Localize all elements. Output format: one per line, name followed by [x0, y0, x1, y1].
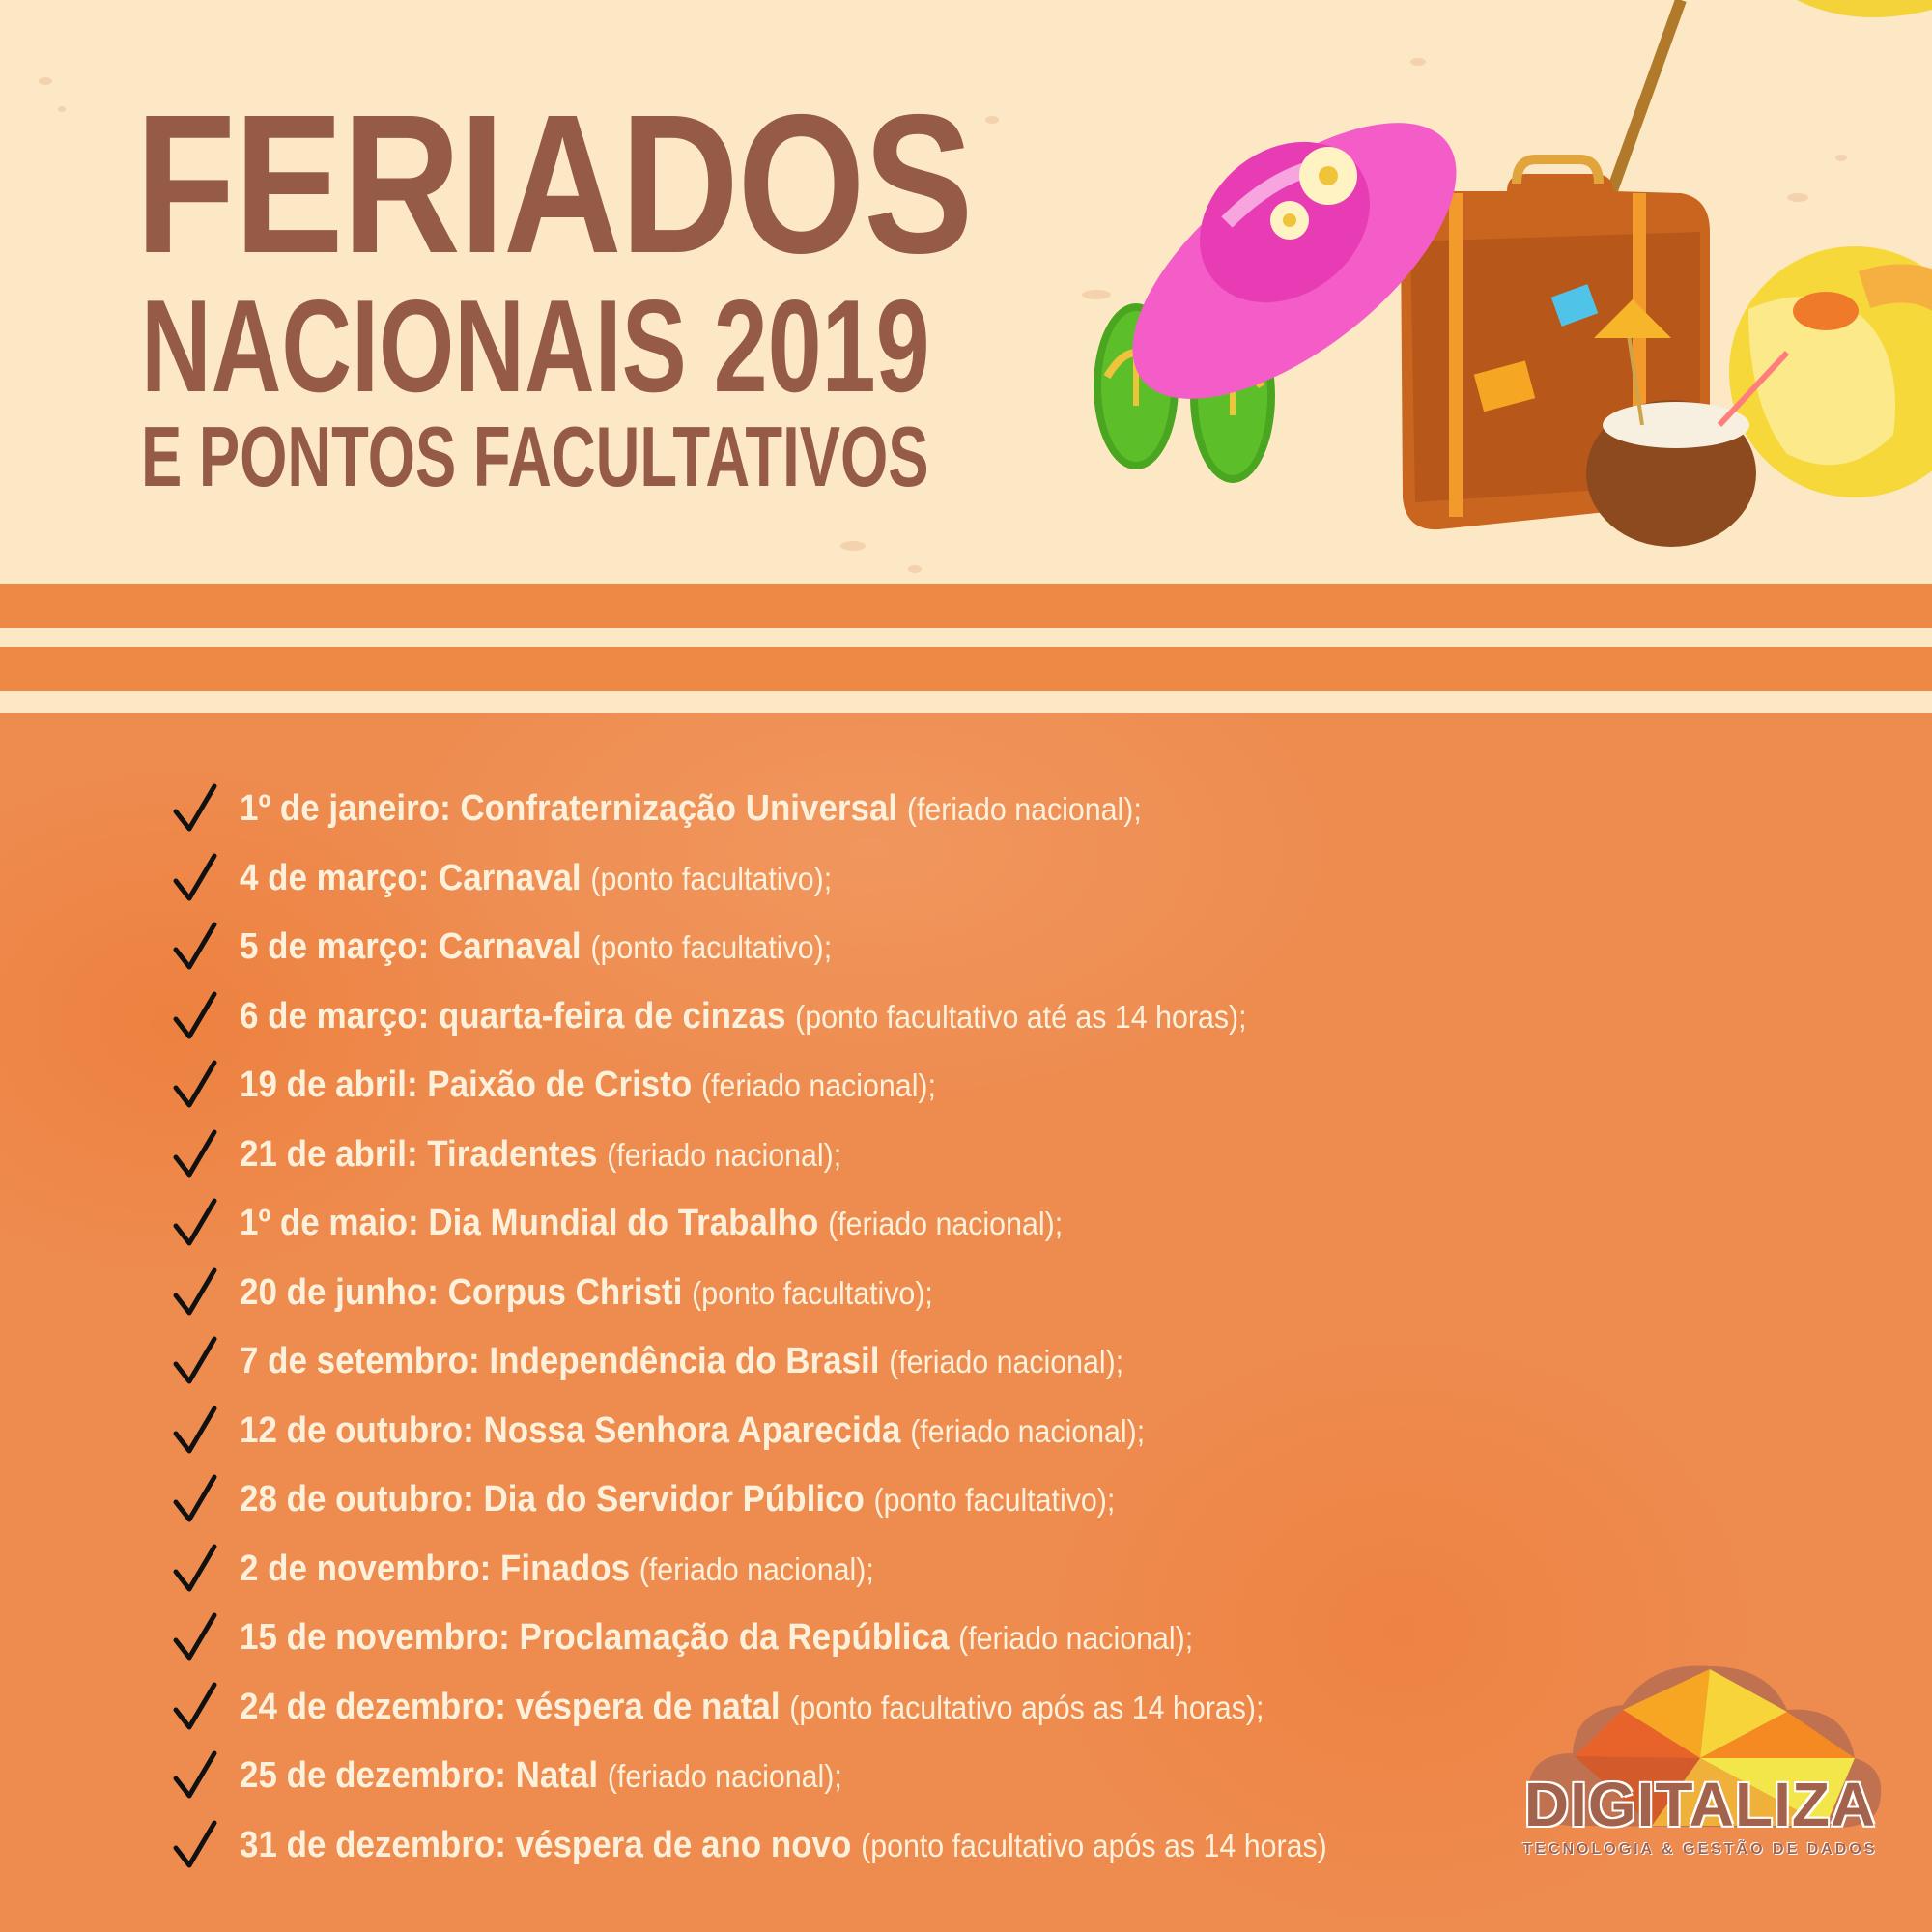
sand-speck [39, 77, 52, 85]
holiday-text [240, 924, 832, 970]
holiday-text [240, 856, 832, 901]
checkmark-icon [170, 1611, 218, 1665]
holiday-item [170, 1819, 1619, 1889]
holiday-text [240, 1823, 1327, 1868]
holiday-date: 4 de março: Carnaval [240, 857, 582, 898]
holiday-item [170, 1266, 1619, 1336]
title-nacionais-2019: NACIONAIS 2019 [141, 272, 930, 419]
holiday-type: (ponto facultativo); [590, 929, 833, 965]
holiday-text [240, 1339, 1123, 1384]
holiday-type: (feriado nacional); [828, 1206, 1064, 1241]
holiday-date: 20 de junho: Corpus Christi [240, 1271, 683, 1313]
cream-divider [0, 628, 1932, 647]
sand-speck [908, 565, 922, 573]
holiday-item [170, 1473, 1619, 1543]
holiday-type: (ponto facultativo); [873, 1482, 1116, 1518]
holiday-text [240, 1201, 1063, 1246]
checkmark-icon [170, 1749, 218, 1804]
cream-divider [0, 691, 1932, 713]
holiday-item [170, 1543, 1619, 1612]
holiday-item [170, 1059, 1619, 1128]
holiday-text [240, 1063, 936, 1108]
holiday-text [240, 1615, 1193, 1661]
holiday-type: (ponto facultativo após as 14 horas); [789, 1689, 1264, 1725]
checkmark-icon [170, 1681, 218, 1735]
holiday-date: 15 de novembro: Proclamação da República [240, 1617, 950, 1658]
holiday-date: 1º de maio: Dia Mundial do Trabalho [240, 1203, 819, 1243]
holiday-list [170, 782, 1619, 1888]
header-section [0, 0, 1932, 584]
holiday-text [240, 1132, 841, 1178]
holiday-text [240, 1547, 874, 1592]
checkmark-icon [170, 1405, 218, 1459]
orange-stripe [0, 647, 1932, 691]
checkmark-icon [170, 921, 218, 975]
holiday-text [240, 1270, 933, 1316]
holiday-type: (ponto facultativo até as 14 horas); [795, 998, 1247, 1035]
holiday-text [240, 1408, 1145, 1454]
beach-illustration [1053, 0, 1932, 560]
checkmark-icon [170, 1335, 218, 1389]
checkmark-icon [170, 1197, 218, 1251]
holiday-item [170, 1128, 1619, 1198]
logo-name: DIGITALIZA [1523, 1770, 1877, 1839]
holiday-text [240, 786, 1142, 832]
holiday-date: 7 de setembro: Independência do Brasil [240, 1341, 880, 1381]
holiday-text [240, 1753, 842, 1799]
holiday-type: (feriado nacional); [639, 1550, 874, 1587]
holiday-item [170, 990, 1619, 1060]
holiday-text [240, 1477, 1115, 1522]
checkmark-icon [170, 852, 218, 906]
holiday-date: 31 de dezembro: véspera de ano novo [240, 1824, 852, 1865]
orange-stripe [0, 584, 1932, 628]
subtitle-pontos-facultativos: E PONTOS FACULTATIVOS [141, 409, 929, 504]
holiday-date: 24 de dezembro: véspera de natal [240, 1686, 781, 1727]
holiday-date: 5 de março: Carnaval [240, 926, 582, 967]
holiday-item [170, 1681, 1619, 1750]
holiday-item [170, 1749, 1619, 1819]
holiday-item [170, 852, 1619, 922]
holiday-item [170, 1611, 1619, 1681]
holiday-date: 25 de dezembro: Natal [240, 1755, 599, 1796]
checkmark-icon [170, 1819, 218, 1873]
checkmark-icon [170, 1128, 218, 1182]
sand-speck [985, 116, 999, 124]
holiday-item [170, 1335, 1619, 1405]
checkmark-icon [170, 1473, 218, 1527]
holiday-type: (feriado nacional); [906, 791, 1142, 827]
checkmark-icon [170, 1266, 218, 1321]
holiday-item [170, 921, 1619, 990]
holiday-date: 12 de outubro: Nossa Senhora Aparecida [240, 1409, 901, 1451]
holiday-item [170, 782, 1619, 852]
sand-speck [840, 541, 866, 551]
checkmark-icon [170, 1059, 218, 1113]
holiday-text [240, 1685, 1264, 1730]
holiday-type: (feriado nacional); [958, 1620, 1194, 1656]
title-feriados: FERIADOS [135, 73, 972, 295]
holiday-type: (ponto facultativo); [692, 1274, 933, 1311]
holiday-type: (ponto facultativo após as 14 horas) [861, 1827, 1327, 1863]
holiday-type: (feriado nacional); [910, 1412, 1146, 1449]
holiday-date: 6 de março: quarta-feira de cinzas [240, 995, 786, 1037]
holiday-type: (feriado nacional); [607, 1758, 842, 1794]
holiday-date: 1º de janeiro: Confraternização Universal [240, 788, 898, 829]
holiday-item [170, 1405, 1619, 1474]
holiday-type: (ponto facultativo); [590, 860, 833, 896]
checkmark-icon [170, 782, 218, 837]
holiday-type: (feriado nacional); [889, 1344, 1124, 1379]
holiday-type: (feriado nacional); [607, 1136, 842, 1173]
holiday-date: 21 de abril: Tiradentes [240, 1133, 598, 1175]
digitaliza-logo [1507, 1652, 1893, 1893]
holiday-type: (feriado nacional); [700, 1067, 936, 1103]
logo-tagline: TECNOLOGIA & GESTÃO DE DADOS [1522, 1841, 1878, 1858]
holiday-date: 19 de abril: Paixão de Cristo [240, 1065, 693, 1105]
holiday-date: 2 de novembro: Finados [240, 1548, 631, 1589]
holiday-text [240, 994, 1247, 1039]
checkmark-icon [170, 1543, 218, 1597]
sand-speck [58, 106, 66, 112]
holiday-item [170, 1197, 1619, 1266]
beach-ball-icon [1729, 246, 1932, 497]
holiday-date: 28 de outubro: Dia do Servidor Público [240, 1479, 865, 1520]
checkmark-icon [170, 990, 218, 1044]
